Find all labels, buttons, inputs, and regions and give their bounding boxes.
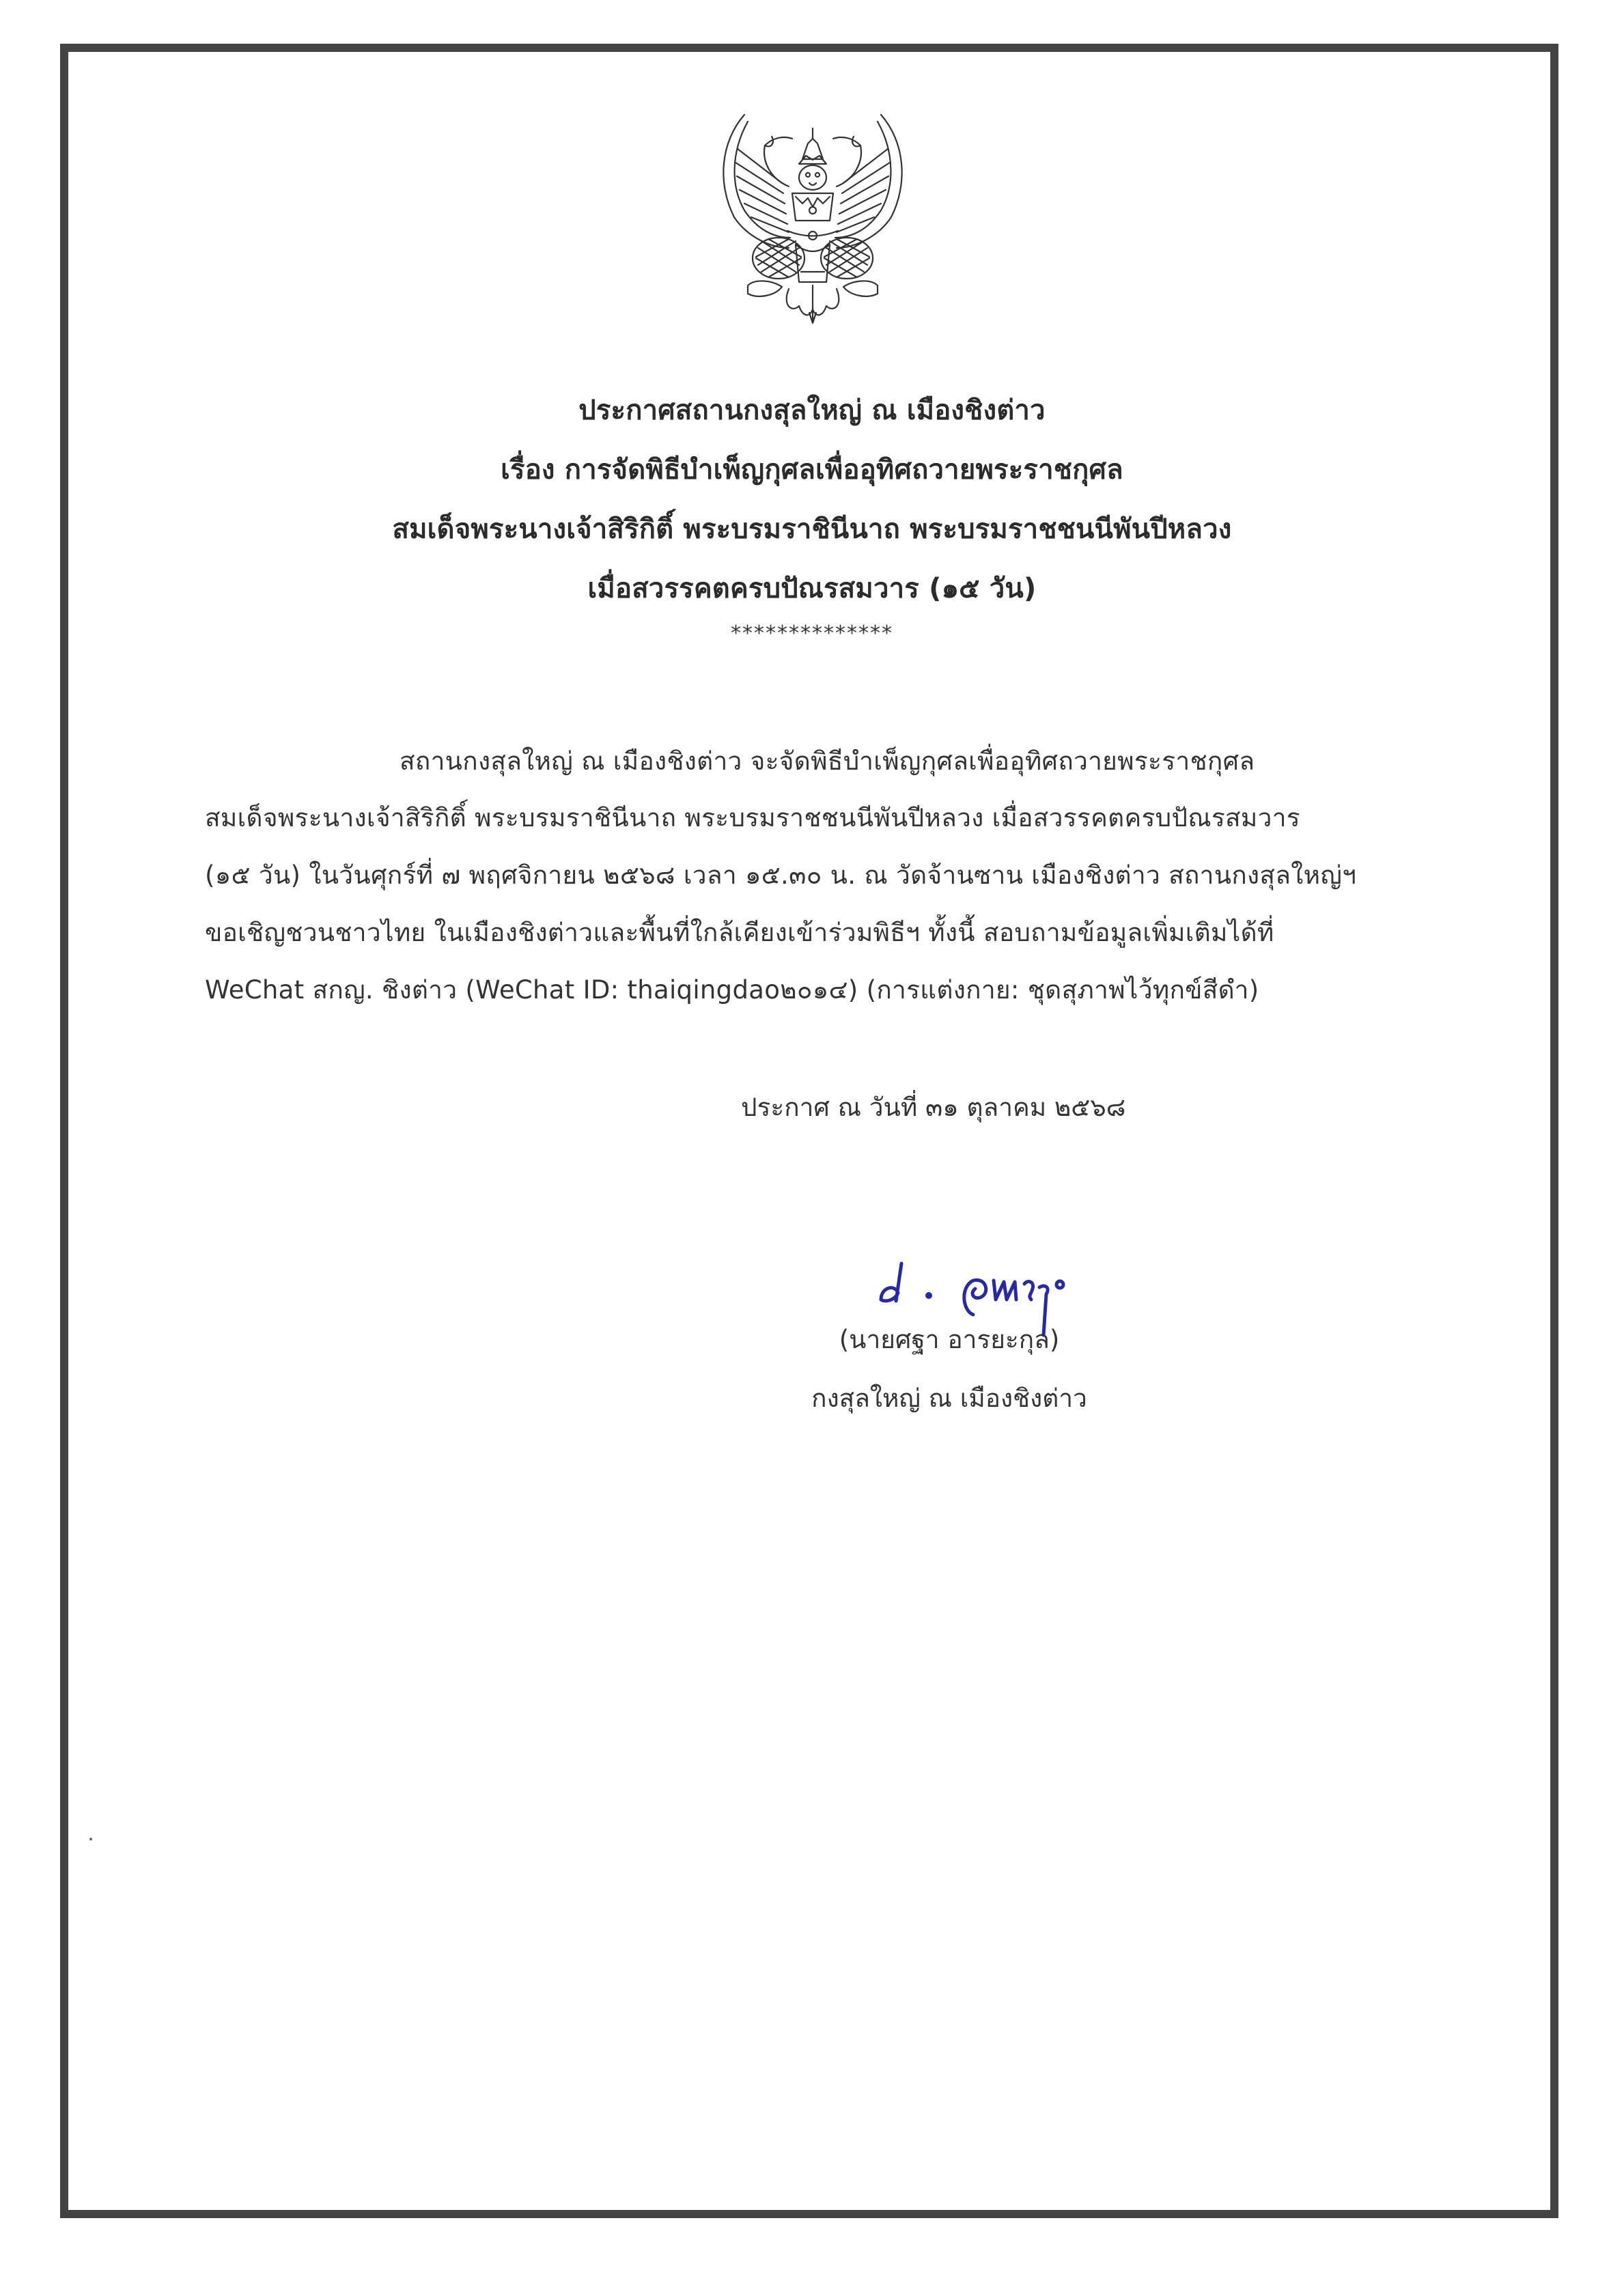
separator-asterisks: ************** <box>731 621 893 645</box>
body-line-1: สถานกงสุลใหญ่ ณ เมืองชิงต่าว จะจัดพิธีบำเพ็ญกุศลเพื่ออุทิศถวายพระราชกุศล <box>400 746 1255 776</box>
announcement-subject-line-2: สมเด็จพระนางเจ้าสิริกิติ์ พระบรมราชินีนาถ พระบรมราชชนนีพันปีหลวง <box>392 514 1232 545</box>
body-line-4: ขอเชิญชวนชาวไทย ในเมืองชิงต่าวและพื้นที่ใกล้เคียงเข้าร่วมพิธีฯ ทั้งนี้ สอบถามข้อมูลเพิ่มเติมได้ที่ <box>205 918 1274 947</box>
signatory-name: (นายศฐา อารยะกุล) <box>839 1325 1060 1354</box>
garuda-emblem-icon <box>707 101 919 326</box>
body-line-5: WeChat สกญ. ชิงต่าว (WeChat ID: thaiqingdao๒๐๑๔) (การแต่งกาย: ชุดสุภาพไว้ทุกข์สีดำ) <box>205 975 1259 1005</box>
signatory-title: กงสุลใหญ่ ณ เมืองชิงต่าว <box>811 1384 1087 1413</box>
scan-speck <box>89 1838 92 1840</box>
body-line-3: (๑๕ วัน) ในวันศุกร์ที่ ๗ พฤศจิกายน ๒๕๖๘ เวลา ๑๕.๓๐ น. ณ วัดจ้านซาน เมืองชิงต่าว สถานกงสุลใหญ่ฯ <box>205 860 1357 890</box>
body-line-2: สมเด็จพระนางเจ้าสิริกิติ์ พระบรมราชินีนาถ พระบรมราชชนนีพันปีหลวง เมื่อสวรรคตครบปัณรสมวาร <box>205 803 1300 832</box>
announcement-date: ประกาศ ณ วันที่ ๓๑ ตุลาคม ๒๕๖๘ <box>741 1093 1126 1122</box>
announcement-subject: เรื่อง การจัดพิธีบำเพ็ญกุศลเพื่ออุทิศถวายพระราชกุศล <box>501 454 1123 486</box>
page-border <box>60 44 1558 2218</box>
announcement-subject-line-3: เมื่อสวรรคตครบปัณรสมวาร (๑๕ วัน) <box>587 573 1037 604</box>
announcement-title: ประกาศสถานกงสุลใหญ่ ณ เมืองชิงต่าว <box>578 395 1046 426</box>
